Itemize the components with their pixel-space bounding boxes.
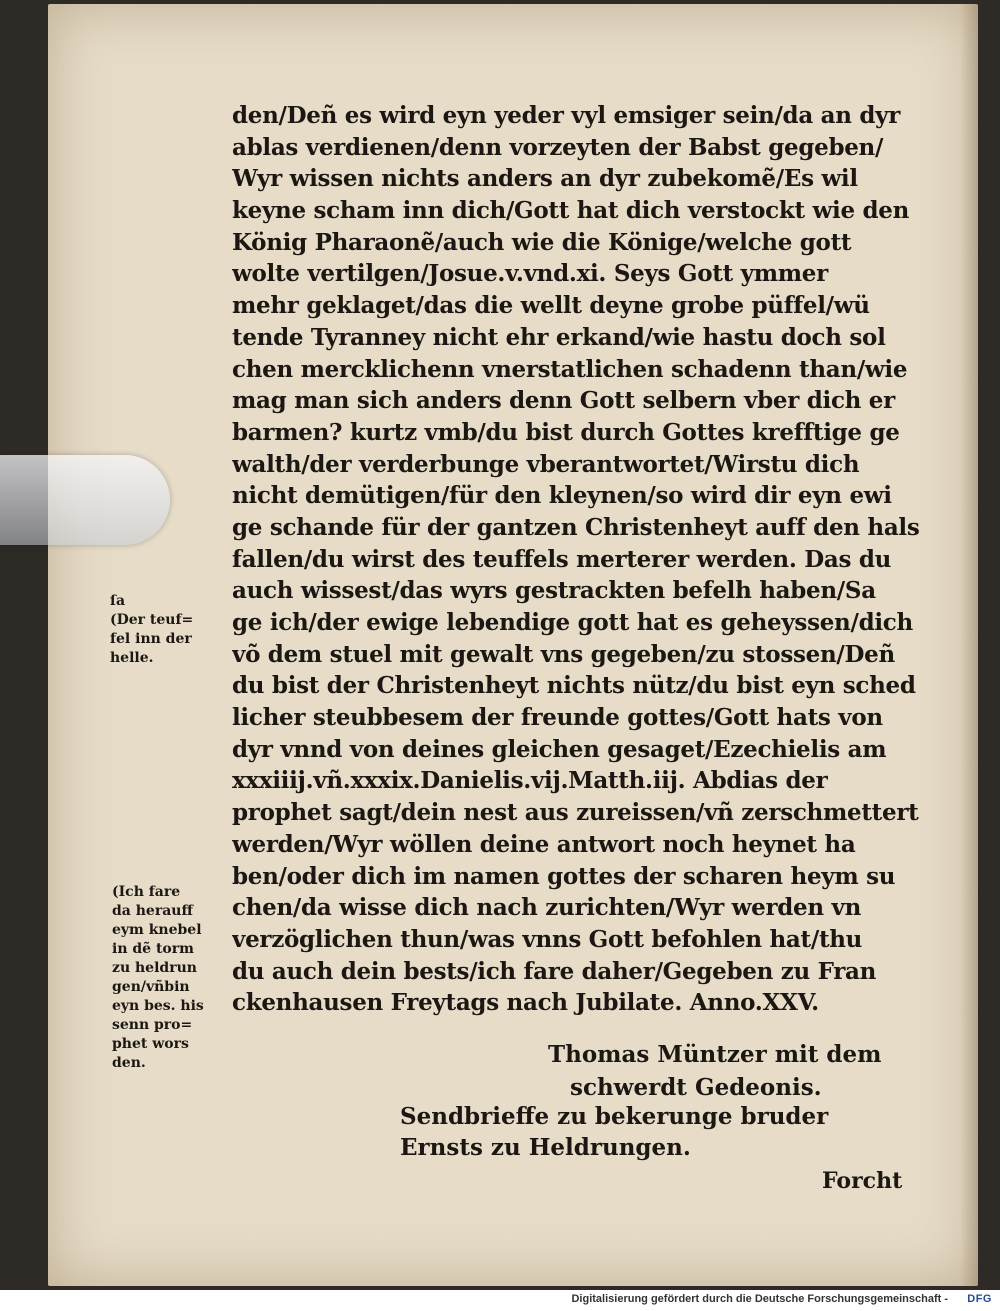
- text-line: ablas verdienen/denn vorzeyten der Babst gegeben/: [232, 133, 884, 161]
- text-line: keyne scham inn dich/Gott hat dich verstockt wie den: [232, 197, 910, 225]
- text-line: licher steubbesem der freunde gottes/Gott hats von: [232, 704, 883, 732]
- text-line: tende Tyranney nicht ehr erkand/wie hastu doch sol: [232, 323, 886, 351]
- text-line: du auch dein bests/ich fare daher/Gegeben zu Fran: [232, 957, 877, 985]
- text-line: werden/Wyr wöllen deine antwort noch heynet ha: [232, 830, 856, 858]
- margin-note-line: senn pro=: [112, 1017, 193, 1033]
- text-line: chen mercklichenn vnerstatlichen schadenn than/wie: [232, 355, 908, 383]
- main-text-block: [232, 100, 932, 1019]
- text-line: König Pharaonẽ/auch wie die Könige/welche gott: [232, 228, 852, 256]
- footer-credit: Digitalisierung gefördert durch die Deutsche Forschungsgemeinschaft -: [571, 1293, 948, 1305]
- text-line: den/Deñ es wird eyn yeder vyl emsiger sein/da an dyr: [232, 102, 901, 129]
- text-line: nicht demütigen/für den kleynen/so wird dir eyn ewi: [232, 482, 892, 510]
- margin-note-line: in dẽ torm: [112, 941, 194, 957]
- text-line: prophet sagt/dein nest aus zureissen/vñ zerschmettert: [232, 799, 919, 827]
- dfg-logo: DFG: [967, 1293, 992, 1305]
- margin-note-heldrungen: [112, 883, 230, 1073]
- margin-note-line: eyn bes. his: [112, 998, 204, 1014]
- text-line: ge ich/der ewige lebendige gott hat es geheyssen/dich: [232, 609, 913, 636]
- text-line: chen/da wisse dich nach zurichten/Wyr werden vn: [232, 894, 862, 922]
- catchword: Forcht: [822, 1168, 903, 1194]
- margin-note-line: (Der teuf=: [110, 612, 194, 628]
- signature-line: schwerdt Gedeonis.: [570, 1074, 822, 1101]
- text-line: auch wissest/das wyrs gestrackten befelh haben/Sa: [232, 577, 876, 605]
- margin-note-line: helle.: [110, 650, 154, 666]
- text-line: mehr geklaget/das die wellt deyne grobe püffel/wü: [232, 292, 870, 320]
- text-line: walth/der verderbunge vberantwortet/Wirstu dich: [232, 450, 860, 478]
- margin-note-line: ſa: [110, 593, 126, 609]
- text-line: ckenhausen Freytags nach Jubilate. Anno.XXV.: [232, 989, 819, 1017]
- margin-note-line: zu heldrun: [112, 960, 197, 976]
- text-line: mag man sich anders denn Gott selbern vber dich er: [232, 387, 895, 415]
- text-line: fallen/du wirst des teuffels merterer werden. Das du: [232, 545, 892, 573]
- plastic-clip: [0, 455, 170, 545]
- section-heading: Ernsts zu Heldrungen.: [400, 1134, 691, 1161]
- text-line: verzöglichen thun/was vnns Gott befohlen hat/thu: [232, 925, 863, 953]
- margin-note-line: den.: [112, 1055, 146, 1071]
- margin-note-devil: [110, 592, 230, 668]
- text-line: wolte vertilgen/Josue.v.vnd.xi. Seys Gott ymmer: [232, 260, 828, 288]
- signature-line: Thomas Müntzer mit dem: [548, 1041, 882, 1068]
- margin-note-line: phet wors: [112, 1036, 189, 1052]
- text-line: dyr vnnd von deines gleichen gesaget/Ezechielis am: [232, 735, 887, 763]
- page-edge: [960, 4, 978, 1286]
- text-line: du bist der Christenheyt nichts nütz/du bist eyn sched: [232, 672, 916, 700]
- margin-note-line: gen/vñbin: [112, 979, 190, 995]
- section-heading: Sendbrieffe zu bekerunge bruder: [400, 1103, 829, 1130]
- margin-note-line: (Ich fare: [112, 884, 181, 900]
- margin-note-line: eym knebel: [112, 922, 202, 938]
- text-line: Wyr wissen nichts anders an dyr zubekomẽ/Es wil: [232, 165, 858, 193]
- margin-note-line: da herauff: [112, 903, 193, 919]
- text-line: ben/oder dich im namen gottes der scharen heym su: [232, 862, 896, 890]
- text-line: võ dem stuel mit gewalt vns gegeben/zu stossen/Deñ: [232, 640, 895, 668]
- footer-bar: [0, 1290, 1000, 1311]
- text-line: xxxiiij.vñ.xxxix.Danielis.vij.Matth.iij. Abdias der: [232, 767, 828, 795]
- margin-note-line: fel inn der: [110, 631, 192, 647]
- text-line: ge schande für der gantzen Christenheyt auff den hals: [232, 513, 920, 541]
- text-line: barmen? kurtz vmb/du bist durch Gottes krefftige ge: [232, 418, 900, 446]
